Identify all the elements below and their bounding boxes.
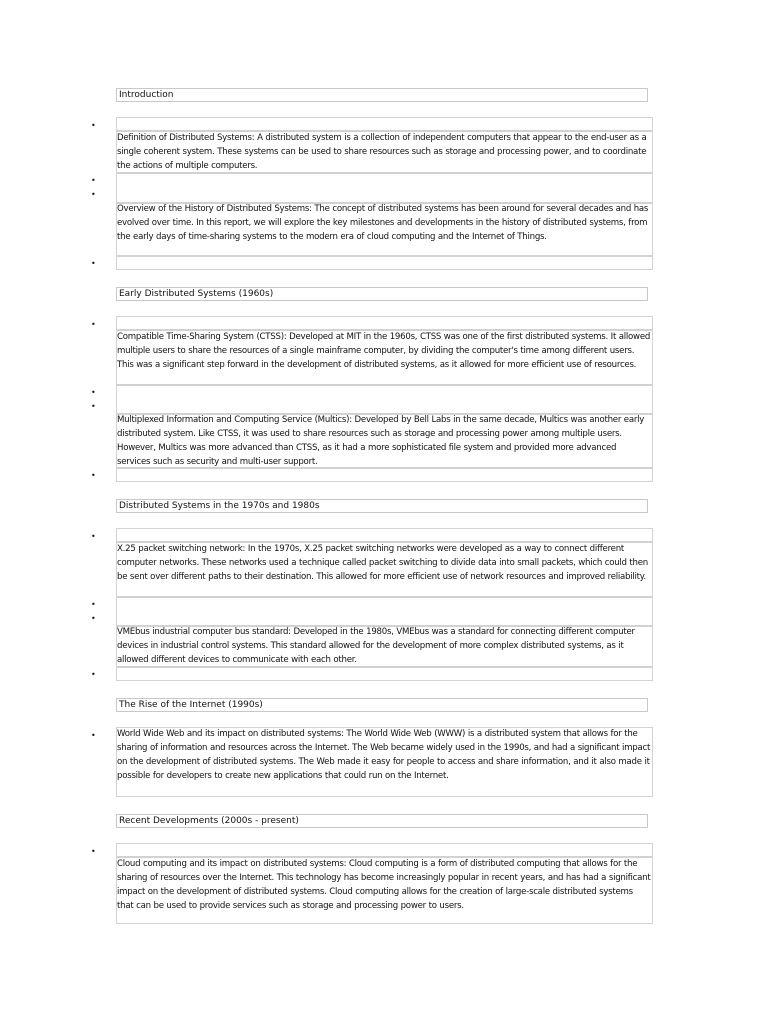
paragraph-vmebus: VMEbus industrial computer bus standard: Developed in the 1980s, VMEbus was a standard for connecting different computer devices in industrial control systems. This standard allowed for the development of more complex distributed systems, as it allowed different devices to communicate with each other. (117, 627, 635, 665)
empty-row (116, 256, 653, 270)
empty-row (116, 843, 653, 857)
bullet-marker: • (91, 471, 96, 480)
section-heading-internet: The Rise of the Internet (1990s) (116, 698, 648, 712)
paragraph-multics: Multiplexed Information and Computing Service (Multics): Developed by Bell Labs in the same decade, Multics was another early distributed system. Like CTSS, it was used to share resources such as storage and processing power among multiple users. However, Multics was more advanced than CTSS, as it had a more sophisticated file system and provided more advanced services such as security and multi-user support. (117, 415, 645, 467)
bullet-marker: • (91, 121, 96, 130)
bullet-marker: • (91, 847, 96, 856)
bullet-marker: • (91, 614, 96, 623)
section-heading-seventies: Distributed Systems in the 1970s and 1980s (116, 499, 648, 513)
section-heading-recent: Recent Developments (2000s - present) (116, 814, 648, 828)
bullet-marker: • (91, 320, 96, 329)
empty-row (116, 667, 653, 681)
bullet-marker: • (91, 388, 96, 397)
paragraph-x25: X.25 packet switching network: In the 1970s, X.25 packet switching networks were developed as a way to connect different computer networks. These networks used a technique called packet switching to divide data into small packets, which could then be sent over different paths to their destination. This allowed for more efficient use of network resources and improved reliability. (117, 544, 648, 582)
empty-row (116, 117, 653, 131)
bullet-marker: • (91, 176, 96, 185)
section-heading-early: Early Distributed Systems (1960s) (116, 287, 648, 301)
empty-row (116, 316, 653, 330)
bullet-marker: • (91, 731, 96, 740)
section-heading-introduction: Introduction (116, 88, 648, 102)
bullet-marker: • (91, 670, 96, 679)
bullet-marker: • (91, 532, 96, 541)
paragraph-definition: Definition of Distributed Systems: A distributed system is a collection of independent computers that appear to the end-user as a single coherent system. These systems can be used to share resources such as storage and processing power, and to coordinate the actions of multiple computers. (117, 133, 647, 171)
bullet-marker: • (91, 190, 96, 199)
paragraph-ctss: Compatible Time-Sharing System (CTSS): Developed at MIT in the 1960s, CTSS was one of the first distributed systems. It allowed multiple users to share the resources of a single mainframe computer, by dividing the computer's time among different users. This was a significant step forward in the development of distributed systems, as it allowed for more efficient use of resources. (117, 332, 651, 370)
bullet-marker: • (91, 259, 96, 268)
paragraph-www: World Wide Web and its impact on distributed systems: The World Wide Web (WWW) is a distributed system that allows for the sharing of information and resources across the Internet. The Web became widely used in the 1990s, and had a significant impact on the development of distributed systems. The Web made it easy for people to access and share information, and it also made it possible for developers to create new applications that could run on the Internet. (117, 729, 651, 781)
empty-row (116, 173, 653, 203)
empty-row (116, 528, 653, 542)
empty-row (116, 385, 653, 414)
bullet-marker: • (91, 600, 96, 609)
paragraph-cloud: Cloud computing and its impact on distributed systems: Cloud computing is a form of distributed computing that allows for the sharing of resources over the Internet. This technology has become increasingly popular in recent years, and has had a significant impact on the development of distributed systems. Cloud computing allows for the creation of large-scale distributed systems that can be used to provide services such as storage and processing power to users. (117, 859, 651, 911)
empty-row (116, 468, 653, 482)
bullet-marker: • (91, 402, 96, 411)
paragraph-overview: Overview of the History of Distributed Systems: The concept of distributed systems has been around for several decades and has evolved over time. In this report, we will explore the key milestones and developments in the history of distributed systems, from the early days of time-sharing systems to the modern era of cloud computing and the Internet of Things. (117, 204, 649, 242)
empty-row (116, 597, 653, 626)
